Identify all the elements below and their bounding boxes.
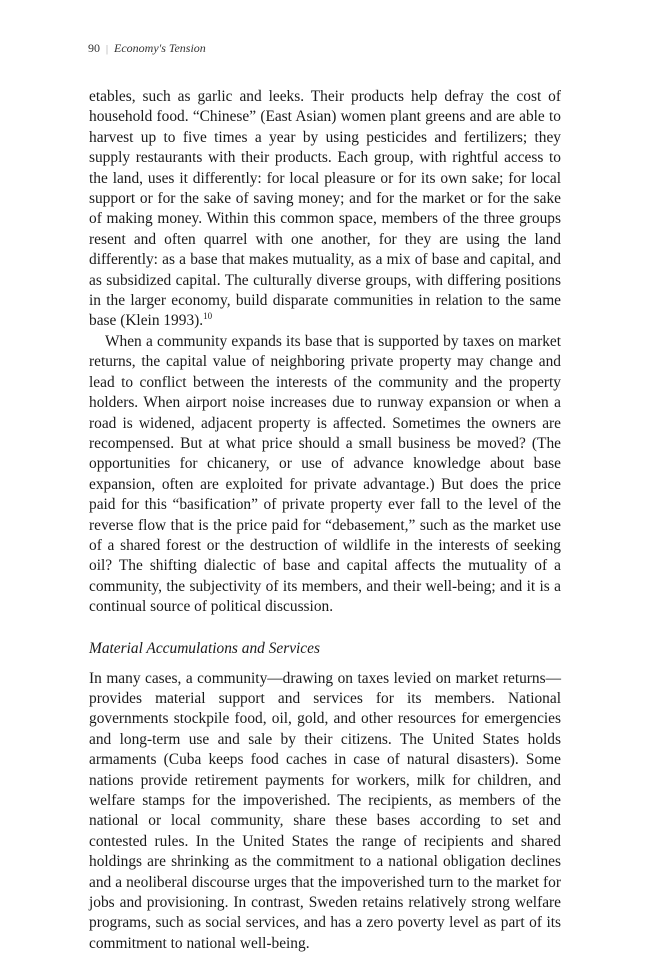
running-title: Economy's Tension xyxy=(114,41,206,55)
footnote-marker: 10 xyxy=(203,311,213,322)
paragraph-text: etables, such as garlic and leeks. Their products help defray the cost of household food. “Chinese” (East Asian) women plant greens and are able to harvest up to five times a year by using pesticides and fertilizers; they supply restaurants with their products. Each group, with rightful access to the land, uses it differently: for local pleasure or for its own sake; for local support or for the sake of saving money; and for the market or for the sake of making money. Within this common space, members of the three groups resent and often quarrel with one another, for they are using the land differently: as a base that makes mutuality, as a mix of base and capital, and as subsidized capital. The culturally diverse groups, with differing positions in the larger economy, build disparate communities in relation to the same base (Klein 1993). xyxy=(89,88,561,330)
page-number: 90 xyxy=(88,41,100,55)
paragraph: When a community expands its base that is supported by taxes on market returns, the capital value of neighboring private property may change and lead to conflict between the interests of the community and the property holders. When airport noise increases due to runway expansion or when a road is widened, adjacent property is affected. Sometimes the owners are recompensed. But at what price should a small business be moved? (The opportunities for chicanery, or use of advance knowledge about base expansion, often are exploited for private advantage.) But does the price paid for this “basification” of private property ever fall to the level of the reverse flow that is the price paid for “debasement,” such as the market use of a shared forest or the destruction of wildlife in the interests of seeking oil? The shifting dialectic of base and capital affects the mutuality of a community, the subjectivity of its members, and their well-being; and it is a continual source of political discussion. xyxy=(89,332,561,616)
header-separator: | xyxy=(106,44,109,55)
body-text xyxy=(89,87,561,954)
running-head xyxy=(88,41,206,56)
paragraph-continuation xyxy=(89,87,561,332)
paragraph: In many cases, a community—drawing on taxes levied on market returns—provides material support and services for its members. National governments stockpile food, oil, gold, and other resources for emergencies and long-term use and sale by their citizens. The United States holds armaments (Cuba keeps food caches in case of natural disasters). Some nations provide retirement payments for workers, milk for children, and welfare stamps for the impoverished. The recipients, as members of the national or local community, share these bases according to set and contested rules. In the United States the range of recipients and shared holdings are shrinking as the commitment to a national obligation declines and a neoliberal discourse urges that the impoverished turn to the market for jobs and provisioning. In contrast, Sweden retains relatively strong welfare programs, such as social services, and has a zero poverty level as part of its commitment to national well-being. xyxy=(89,669,561,952)
section-heading: Material Accumulations and Services xyxy=(89,639,320,657)
